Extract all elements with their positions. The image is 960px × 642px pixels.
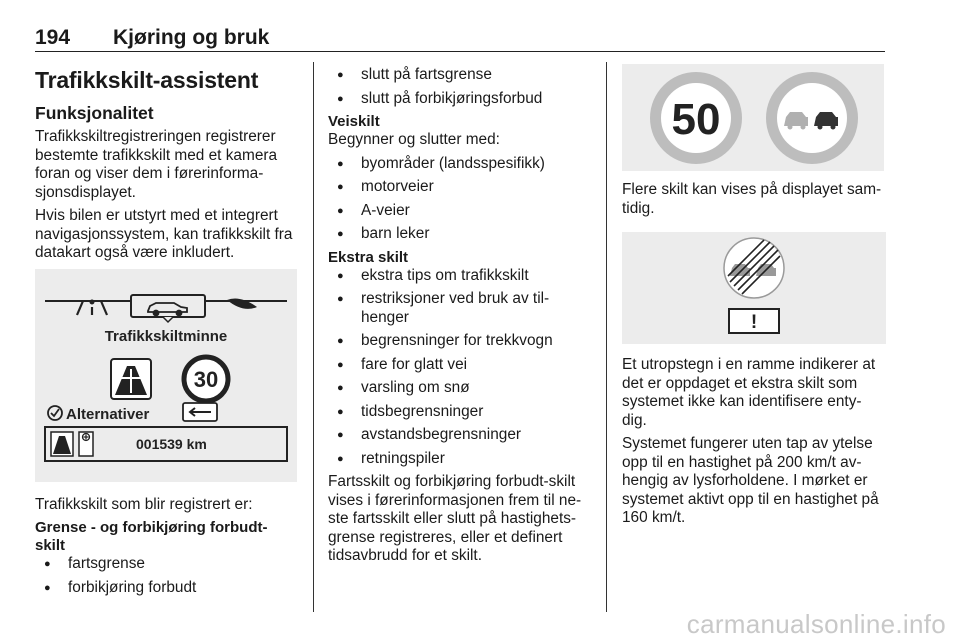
list-item: ● fare for glatt vei bbox=[328, 356, 590, 375]
svg-text:!: ! bbox=[750, 312, 758, 333]
tab-frame bbox=[131, 295, 205, 317]
extra-sign-list bbox=[328, 267, 590, 469]
paragraph: Begynner og slutter med: bbox=[328, 131, 500, 148]
list-item: ● restriksjoner ved bruk av til-henger bbox=[328, 290, 590, 327]
column-divider bbox=[606, 62, 607, 612]
list-item: ● varsling om snø bbox=[328, 379, 590, 398]
paragraph: Flere skilt kan vises på displayet sam-tidig. bbox=[622, 181, 882, 217]
paragraph: Et utropstegn i en ramme indikerer at det er oppdaget et ekstra skilt som systemet ikke kan identifisere enty-dig. bbox=[622, 356, 876, 429]
sign-list bbox=[328, 66, 590, 108]
list-item: ● A-veier bbox=[328, 202, 590, 221]
road-info-icon bbox=[77, 300, 107, 314]
list-item: ● fartsgrense bbox=[35, 555, 297, 574]
list-item: ● forbikjøring forbudt bbox=[35, 579, 297, 598]
list-item: ● motorveier bbox=[328, 178, 590, 197]
sign-list bbox=[35, 555, 297, 597]
exclamation-sign-icon bbox=[729, 309, 779, 333]
list-item: ● byområder (landsspesifikk) bbox=[328, 155, 590, 174]
list-item: ● barn leker bbox=[328, 225, 590, 244]
signs-illustration bbox=[622, 64, 884, 171]
paragraph: Systemet fungerer uten tap av ytelse opp til en hastighet på 200 km/t av-hengig av lysforholdene. I mørket er systemet aktivt opp til en hastighet på 160 km/t. bbox=[622, 435, 879, 526]
subsection-title: Funksjonalitet bbox=[35, 103, 154, 123]
road-sign-list bbox=[328, 155, 590, 244]
motorway-mini-icon bbox=[51, 432, 73, 456]
column-divider bbox=[313, 62, 314, 612]
column-3 bbox=[622, 64, 886, 533]
section-title: Trafikkskilt-assistent bbox=[35, 67, 259, 93]
end-restriction-illustration bbox=[622, 232, 886, 344]
list-item: ● tidsbegrensninger bbox=[328, 403, 590, 422]
speed-50-sign-icon bbox=[650, 72, 742, 164]
column-2 bbox=[328, 64, 590, 571]
end-of-overtaking-ban-icon bbox=[724, 238, 784, 298]
svg-text:30: 30 bbox=[193, 366, 219, 392]
check-icon bbox=[48, 406, 62, 420]
plus-badge-icon bbox=[79, 432, 93, 456]
paragraph: Trafikkskiltregistreringen registrerer bestemte trafikkskilt med et kamera foran og viser dem i førerinforma-sjonsdisplayet. bbox=[35, 128, 278, 201]
display-illustration bbox=[35, 269, 297, 482]
watermark: carmanualsonline.info bbox=[686, 609, 946, 639]
list-item: ● ekstra tips om trafikkskilt bbox=[328, 267, 590, 286]
page-number: 194 bbox=[35, 26, 71, 49]
speed-limit-sign-icon bbox=[184, 357, 228, 401]
pointer-icon bbox=[163, 317, 173, 322]
list-item: ● slutt på forbikjøringsforbud bbox=[328, 90, 590, 109]
back-arrow-icon bbox=[183, 403, 217, 421]
figure-caption: Trafikkskilt som blir registrert er: bbox=[35, 495, 253, 513]
column-1 bbox=[35, 64, 297, 602]
list-item: ● retningspiler bbox=[328, 450, 590, 469]
list-heading: Ekstra skilt bbox=[328, 248, 409, 266]
paragraph: Fartsskilt og forbikjøring forbudt-skilt vises i førerinformasjonen frem til ne-ste fartsskilt eller slutt på hastighets-grense registreres, eller et definert tidsavbrudd for et skilt. bbox=[328, 473, 582, 564]
no-overtaking-sign-icon bbox=[766, 72, 858, 164]
list-heading: Veiskilt bbox=[328, 113, 380, 130]
chapter-title: Kjøring og bruk bbox=[113, 26, 270, 49]
motorway-sign-icon bbox=[111, 359, 151, 399]
svg-text:50: 50 bbox=[671, 95, 721, 144]
odometer-value: 001539 km bbox=[136, 435, 207, 452]
list-item: ● begrensninger for trekkvogn bbox=[328, 332, 590, 351]
list-heading: Grense - og forbikjøring forbudt-skilt bbox=[35, 519, 268, 554]
list-item: ● slutt på fartsgrense bbox=[328, 66, 590, 85]
options-label: Alternativer bbox=[66, 405, 150, 423]
list-item: ● avstandsbegrensninger bbox=[328, 426, 590, 445]
paragraph: Hvis bilen er utstyrt med et integrert navigasjonssystem, kan trafikkskilt fra datakart også være inkludert. bbox=[35, 207, 293, 261]
display-title: Trafikkskiltminne bbox=[104, 327, 228, 345]
page-header bbox=[35, 26, 885, 52]
